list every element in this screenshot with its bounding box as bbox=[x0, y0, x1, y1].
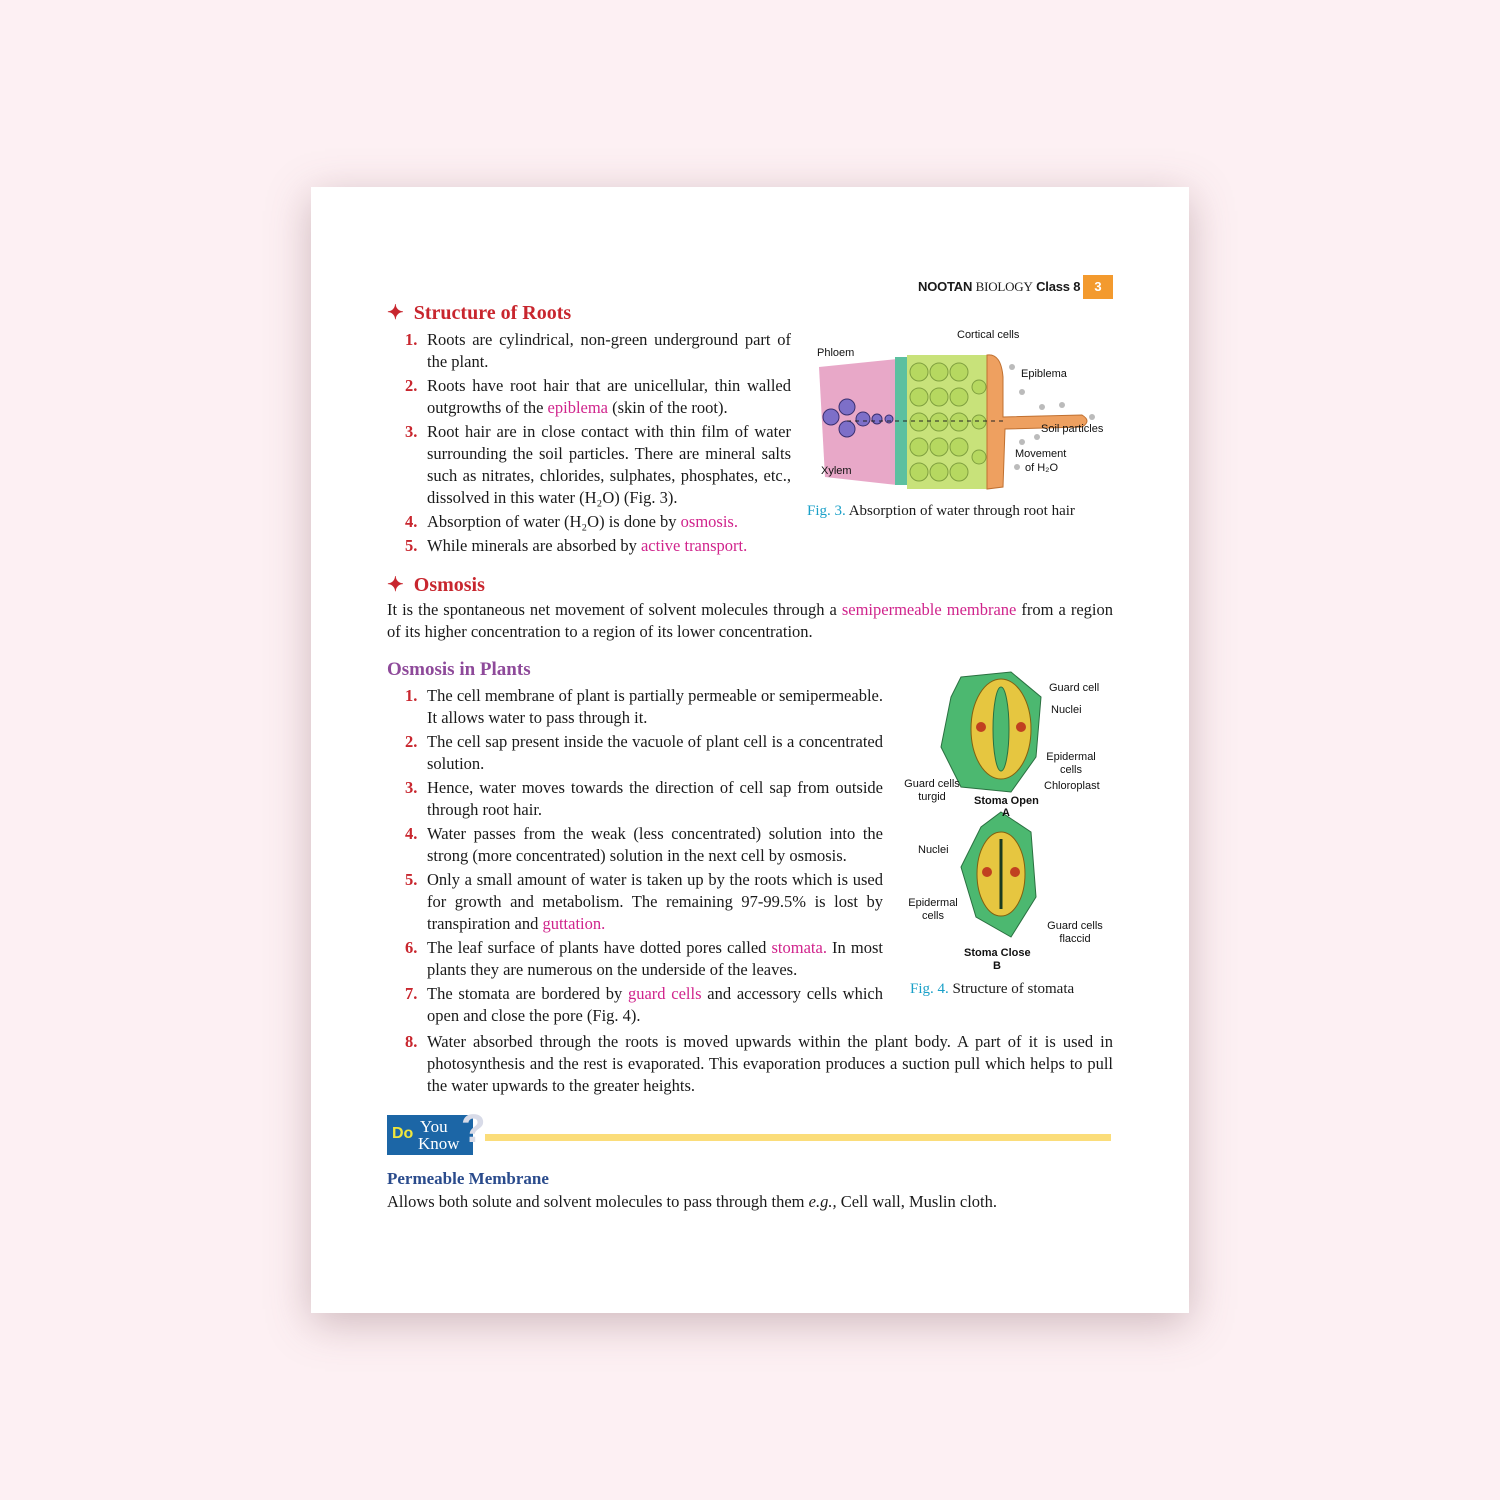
list-item bbox=[387, 869, 883, 935]
dyk-you: You bbox=[420, 1117, 448, 1136]
highlighted-term: epiblema bbox=[547, 398, 609, 417]
text-run: The cell membrane of plant is partially permeable or semipermeable. It allows water to pass through it. bbox=[427, 686, 883, 727]
label-epidermal-b: Epidermal cells bbox=[908, 897, 958, 922]
list-item bbox=[387, 375, 791, 419]
label-stoma-close: Stoma Close bbox=[964, 947, 1031, 959]
caption-text: Absorption of water through root hair bbox=[848, 503, 1075, 519]
text-run: Only a small amount of water is taken up by the roots which is used for growth and metabolism. The remaining 97-99.5% is lost by transpiration and bbox=[427, 870, 883, 933]
item-number: 2. bbox=[405, 732, 418, 751]
pm-eg: e.g., bbox=[808, 1192, 837, 1211]
label-epiblema: Epiblema bbox=[1021, 368, 1067, 380]
item-number: 8. bbox=[405, 1032, 418, 1051]
highlighted-term: stomata. bbox=[771, 938, 827, 957]
item-number: 6. bbox=[405, 938, 418, 957]
running-header bbox=[918, 279, 1080, 295]
text-run: The cell sap present inside the vacuole of plant cell is a concentrated solution. bbox=[427, 732, 883, 773]
list-item bbox=[387, 511, 791, 533]
plants-list bbox=[387, 685, 883, 1029]
item-number: 7. bbox=[405, 984, 418, 1003]
label-of-h2o: of H₂O bbox=[1025, 462, 1058, 474]
label-cortical-cells: Cortical cells bbox=[957, 329, 1020, 341]
subheading-osmosis-in-plants: Osmosis in Plants bbox=[387, 659, 531, 680]
label-b: B bbox=[993, 960, 1001, 972]
plants-item-8 bbox=[387, 1031, 1113, 1099]
figure-caption bbox=[910, 981, 1074, 998]
item-number: 1. bbox=[405, 330, 418, 349]
osmosis-definition bbox=[387, 599, 1113, 643]
question-mark-icon: ? bbox=[461, 1107, 486, 1151]
highlighted-term: osmosis. bbox=[680, 512, 738, 531]
text-run: from a region of its higher concentration to a region of its lower concentration. bbox=[387, 600, 1113, 641]
figure-caption bbox=[807, 503, 1075, 520]
dyk-know: Know bbox=[418, 1134, 460, 1153]
text-run: Roots are cylindrical, non-green underground part of the plant. bbox=[427, 330, 791, 371]
label-a: A bbox=[1002, 807, 1010, 819]
list-item bbox=[387, 1031, 1113, 1097]
item-number: 5. bbox=[405, 536, 418, 555]
header-brand: NOOTAN bbox=[918, 279, 973, 294]
label-phloem: Phloem bbox=[817, 347, 855, 359]
list-item bbox=[387, 777, 883, 821]
label-nuclei-a: Nuclei bbox=[1051, 704, 1082, 716]
text-run: The leaf surface of plants have dotted pores called bbox=[427, 938, 772, 957]
text-run: Water passes from the weak (less concentrated) solution into the strong (more concentrated) solution in the next cell by osmosis. bbox=[427, 824, 883, 865]
label-guard-cells-flaccid: Guard cells flaccid bbox=[1047, 920, 1103, 945]
list-item bbox=[387, 731, 883, 775]
item-number: 3. bbox=[405, 778, 418, 797]
label-soil-particles: Soil particles bbox=[1041, 423, 1104, 435]
highlighted-term: guard cells bbox=[627, 984, 702, 1003]
item-number: 3. bbox=[405, 422, 418, 441]
label-movement: Movement bbox=[1015, 448, 1067, 460]
divider-bar bbox=[485, 1134, 1111, 1141]
heading-text: Structure of Roots bbox=[413, 302, 572, 324]
text-run: Roots have root hair that are unicellular, thin walled outgrowths of the bbox=[427, 376, 791, 417]
text-run: It is the spontaneous net movement of solvent molecules through a bbox=[387, 600, 842, 619]
highlighted-term: active transport. bbox=[640, 536, 748, 555]
caption-text: Structure of stomata bbox=[952, 981, 1075, 997]
list-item bbox=[387, 421, 791, 509]
item-number: 1. bbox=[405, 686, 418, 705]
figure-stomata bbox=[901, 667, 1116, 1007]
label-stoma-open: Stoma Open bbox=[974, 795, 1039, 807]
pm-text-b: Cell wall, Muslin cloth. bbox=[836, 1192, 997, 1211]
text-run: Root hair are in close contact with thin film of water surrounding the soil particles. There are mineral salts such as nitrates, chlorides, sulphates, phosphates, etc., dissolved in this water (H₂O) (Fig. 3). bbox=[427, 422, 791, 507]
section-heading-roots bbox=[387, 300, 571, 325]
roots-list bbox=[387, 329, 791, 559]
label-guard-cell: Guard cell bbox=[1049, 682, 1100, 694]
item-number: 4. bbox=[405, 512, 418, 531]
label-chloroplast: Chloroplast bbox=[1044, 780, 1100, 792]
text-run: Water absorbed through the roots is moved upwards within the plant body. A part of it is used in photosynthesis and the rest is evaporated. This evaporation produces a suction pull which helps to pull the water upwards to the greater heights. bbox=[427, 1032, 1113, 1095]
star-icon: ✦ bbox=[387, 302, 404, 324]
text-run: Absorption of water (H₂O) is done by bbox=[427, 512, 681, 531]
heading-text: Osmosis bbox=[413, 574, 485, 596]
list-item bbox=[387, 535, 791, 557]
section-heading-osmosis bbox=[387, 572, 485, 597]
text-run: The stomata are bordered by bbox=[427, 984, 628, 1003]
label-guard-cells-turgid: Guard cells turgid bbox=[904, 778, 960, 803]
list-item bbox=[387, 983, 883, 1027]
root-hair-diagram bbox=[807, 337, 1117, 497]
text-run: In most plants they are numerous on the underside of the leaves. bbox=[427, 938, 883, 979]
fig-number: Fig. 3. bbox=[807, 503, 846, 519]
dyk-do: Do bbox=[392, 1125, 414, 1142]
list-item bbox=[387, 685, 883, 729]
list-item bbox=[387, 329, 791, 373]
star-icon: ✦ bbox=[387, 574, 404, 596]
highlighted-term: semipermeable membrane bbox=[841, 600, 1017, 619]
fig-number: Fig. 4. bbox=[910, 981, 949, 997]
item-number: 2. bbox=[405, 376, 418, 395]
header-subject: BIOLOGY bbox=[975, 279, 1033, 294]
page-number: 3 bbox=[1083, 275, 1113, 299]
pm-text-a: Allows both solute and solvent molecules to pass through them bbox=[387, 1192, 809, 1211]
header-class: Class 8 bbox=[1036, 279, 1081, 294]
list-item bbox=[387, 823, 883, 867]
permeable-membrane-text bbox=[387, 1191, 1113, 1213]
item-number: 5. bbox=[405, 870, 418, 889]
figure-root-hair bbox=[807, 329, 1117, 527]
textbook-page bbox=[311, 187, 1189, 1313]
label-epidermal-a: Epidermal cells bbox=[1046, 751, 1096, 776]
text-run: (skin of the root). bbox=[608, 398, 728, 417]
text-run: Hence, water moves towards the direction of cell sap from outside through root hair. bbox=[427, 778, 883, 819]
permeable-membrane-title: Permeable Membrane bbox=[387, 1169, 549, 1188]
text-run: While minerals are absorbed by bbox=[427, 536, 641, 555]
text-run: and accessory cells which open and close the pore (Fig. 4). bbox=[427, 984, 883, 1025]
list-item bbox=[387, 937, 883, 981]
label-nuclei-b: Nuclei bbox=[918, 844, 949, 856]
item-number: 4. bbox=[405, 824, 418, 843]
highlighted-term: guttation. bbox=[542, 914, 606, 933]
label-xylem: Xylem bbox=[821, 465, 852, 477]
